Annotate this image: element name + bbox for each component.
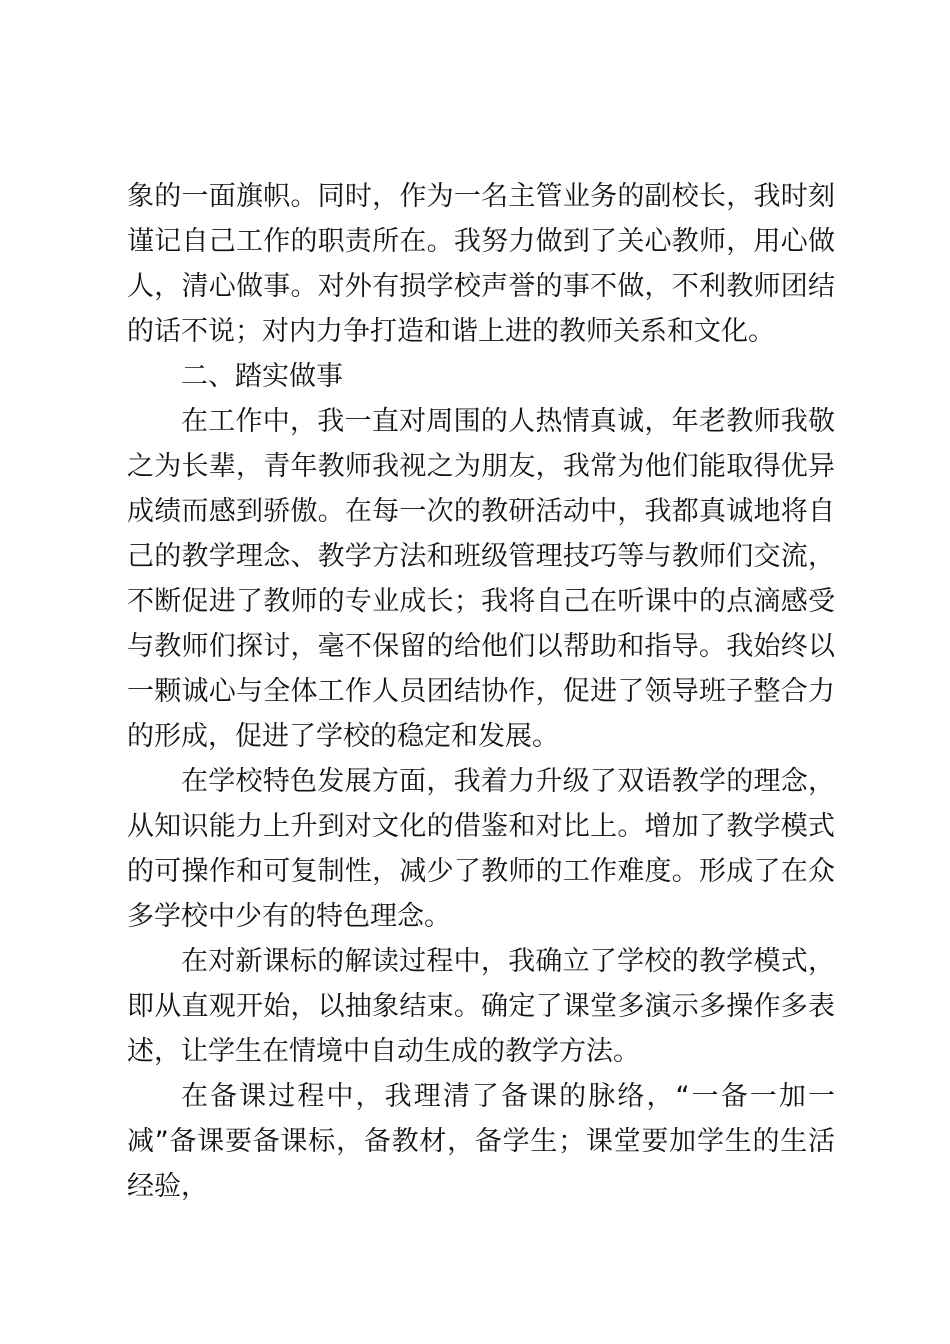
body-paragraph: 在学校特色发展方面，我着力升级了双语教学的理念，从知识能力上升到对文化的借鉴和对比上。增加了教学模式的可操作和可复制性，减少了教师的工作难度。形成了在众多学校中少有的特色理念。 [127,766,835,932]
document-body [127,174,835,1209]
body-paragraph-continued: 象的一面旗帜。同时，作为一名主管业务的副校长，我时刻谨记自己工作的职责所在。我努力做到了关心教师，用心做人，清心做事。对外有损学校声誉的事不做，不利教师团结的话不说；对内力争打造和谐上进的教师关系和文化。 [127,181,835,347]
section-heading: 二、踏实做事 [181,361,343,392]
body-paragraph: 在工作中，我一直对周围的人热情真诚，年老教师我敬之为长辈，青年教师我视之为朋友，我常为他们能取得优异成绩而感到骄傲。在每一次的教研活动中，我都真诚地将自己的教学理念、教学方法和班级管理技巧等与教师们交流，不断促进了教师的专业成长；我将自己在听课中的点滴感受与教师们探讨，毫不保留的给他们以帮助和指导。我始终以一颗诚心与全体工作人员团结协作，促进了领导班子整合力的形成，促进了学校的稳定和发展。 [127,406,835,752]
body-paragraph: 在对新课标的解读过程中，我确立了学校的教学模式，即从直观开始，以抽象结束。确定了课堂多演示多操作多表述，让学生在情境中自动生成的教学方法。 [127,946,835,1067]
body-paragraph: 在备课过程中，我理清了备课的脉络，“一备一加一减”备课要备课标，备教材，备学生；课堂要加学生的生活经验， [127,1081,835,1202]
